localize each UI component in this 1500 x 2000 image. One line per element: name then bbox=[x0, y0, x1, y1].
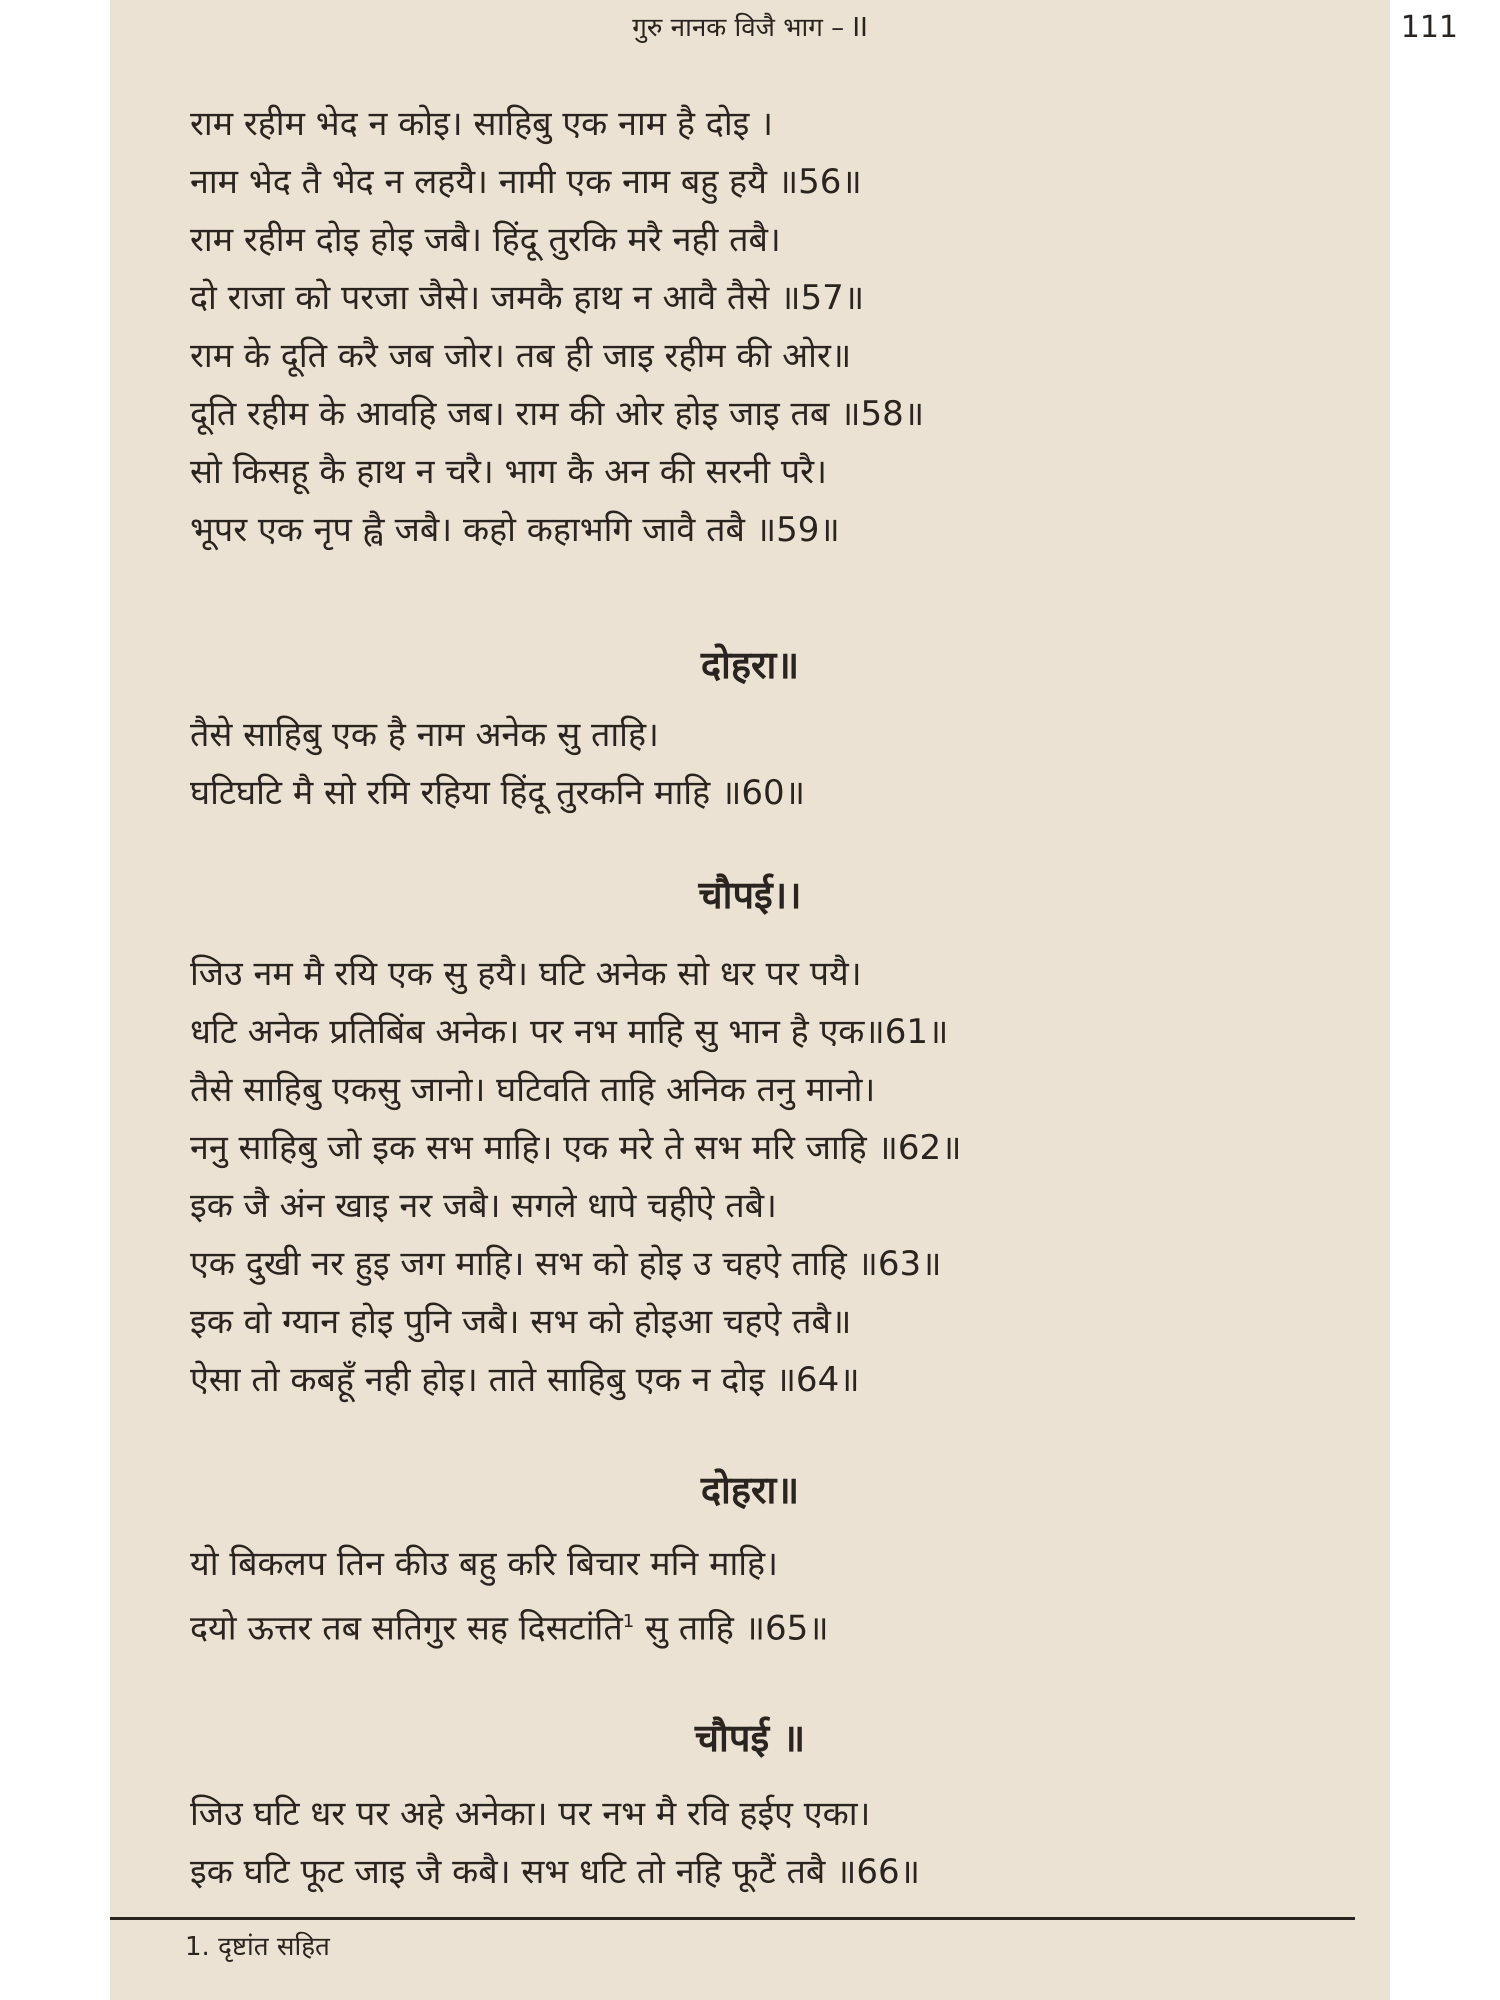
verse-line: तैसे साहिबु एकसु जानो। घटिवति ताहि अनिक तनु मानो। bbox=[190, 1070, 876, 1110]
verse-line: जिउ नम मै रयि एक सु हयै। घटि अनेक सो धर पर पयै। bbox=[190, 954, 862, 994]
verse-line: जिउ घटि धर पर अहे अनेका। पर नभ मै रवि हईए एका। bbox=[190, 1794, 871, 1834]
verse-line: सो किसहू कै हाथ न चरै। भाग कै अन की सरनी परै। bbox=[190, 452, 827, 492]
verse-line: राम के दूति करै जब जोर। तब ही जाइ रहीम की ओर॥ bbox=[190, 336, 852, 376]
section-heading-doha-1: दोहरा॥ bbox=[700, 643, 800, 687]
verse-line: तैसे साहिबु एक है नाम अनेक सु ताहि। bbox=[190, 715, 659, 755]
verse-block-4 bbox=[190, 1535, 1340, 1651]
page-number: 111 bbox=[1400, 10, 1458, 45]
footnote-marker: 1 bbox=[622, 1611, 635, 1632]
verse-block-2 bbox=[190, 706, 1340, 822]
section-heading-doha-2: दोहरा॥ bbox=[700, 1468, 800, 1512]
verse-line: दूति रहीम के आवहि जब। राम की ओर होइ जाइ तब ॥58॥ bbox=[190, 394, 925, 434]
verse-line: ननु साहिबु जो इक सभ माहि। एक मरे ते सभ मरि जाहि ॥62॥ bbox=[190, 1128, 962, 1168]
section-heading-chaupai-2: चौपई ॥ bbox=[694, 1716, 806, 1760]
verse-line: भूपर एक नृप ह्वै जबै। कहो कहाभगि जावै तबै ॥59॥ bbox=[190, 510, 840, 550]
verse-line: घटिघटि मै सो रमि रहिया हिंदू तुरकनि माहि ॥60॥ bbox=[190, 773, 805, 813]
verse-line: नाम भेद तै भेद न लहयै। नामी एक नाम बहु हयै ॥56॥ bbox=[190, 162, 862, 202]
verse-line: ऐसा तो कबहूँ नही होइ। ताते साहिबु एक न दोइ ॥64॥ bbox=[190, 1360, 860, 1400]
verse-block-3 bbox=[190, 945, 1340, 1409]
footnote-rule bbox=[110, 1917, 1355, 1920]
verse-block-1 bbox=[190, 95, 1340, 559]
verse-text: सु ताहि ॥65॥ bbox=[634, 1608, 829, 1649]
verse-text: दयो ऊत्तर तब सतिगुर सह दिसटांति bbox=[190, 1608, 623, 1649]
verse-line: इक घटि फूट जाइ जै कबै। सभ धटि तो नहि फूटैं तबै ॥66॥ bbox=[190, 1852, 921, 1892]
verse-line: यो बिकलप तिन कीउ बहु करि बिचार मनि माहि। bbox=[190, 1544, 778, 1584]
verse-line: इक जै अंन खाइ नर जबै। सगले धापे चहीऐ तबै। bbox=[190, 1186, 777, 1226]
verse-block-5 bbox=[190, 1785, 1340, 1901]
verse-line: राम रहीम भेद न कोइ। साहिबु एक नाम है दोइ । bbox=[190, 104, 774, 144]
verse-line: धटि अनेक प्रतिबिंब अनेक। पर नभ माहि सु भान है एक॥61॥ bbox=[190, 1012, 949, 1052]
footnote: 1. दृष्टांत सहित bbox=[185, 1932, 330, 1962]
book-page bbox=[110, 0, 1458, 2000]
running-title: गुरु नानक विजै भाग – II bbox=[632, 13, 868, 43]
verse-line: दो राजा को परजा जैसे। जमकै हाथ न आवै तैसे ॥57॥ bbox=[190, 278, 865, 318]
verse-line bbox=[190, 1593, 1340, 1651]
verse-line: राम रहीम दोइ होइ जबै। हिंदू तुरकि मरै नही तबै। bbox=[190, 220, 781, 260]
section-heading-chaupai-1: चौपई।। bbox=[698, 873, 802, 917]
verse-line: एक दुखी नर हुइ जग माहि। सभ को होइ उ चहऐ ताहि ॥63॥ bbox=[190, 1244, 942, 1284]
verse-line: इक वो ग्यान होइ पुनि जबै। सभ को होइआ चहऐ तबै॥ bbox=[190, 1302, 852, 1342]
